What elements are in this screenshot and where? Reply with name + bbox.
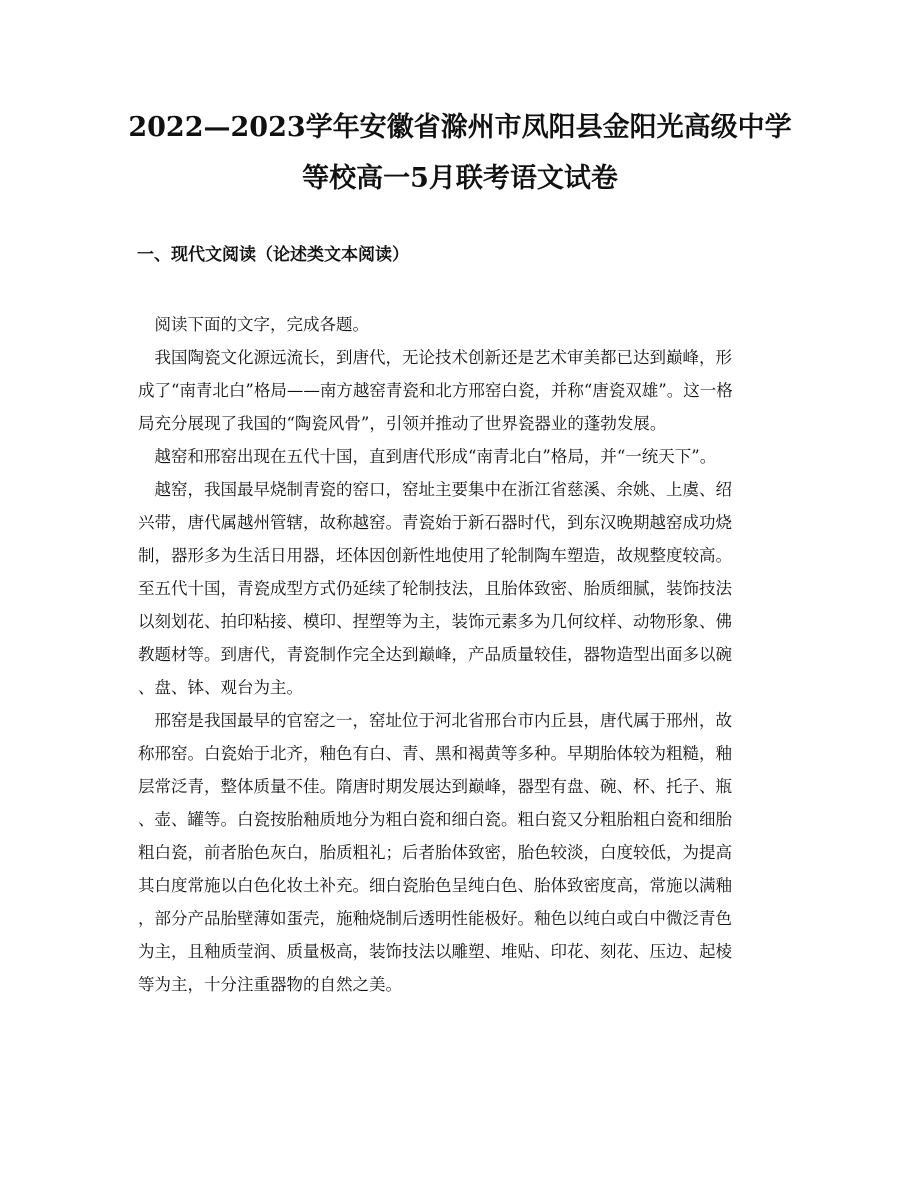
passage-line: 以刻划花、拍印粘接、模印、捏塑等为主，装饰元素多为几何纹样、动物形象、佛 [138, 612, 732, 631]
passage-line: 邢窑是我国最早的官窑之一，窑址位于河北省邢台市内丘县，唐代属于邢州，故 [138, 711, 732, 730]
passage-line: 阅读下面的文字，完成各题。 [138, 315, 369, 334]
passage-line: 局充分展现了我国的“陶瓷风骨”，引领并推动了世界瓷器业的蓬勃发展。 [138, 414, 667, 433]
passage-line: 兴带，唐代属越州管辖，故称越窑。青瓷始于新石器时代，到东汉晚期越窑成功烧 [138, 513, 732, 532]
passage-line: 为主，且釉质莹润、质量极高，装饰技法以雕塑、堆贴、印花、刻花、压边、起棱 [138, 942, 732, 961]
passage-line: 成了“南青北白”格局——南方越窑青瓷和北方邢窑白瓷，并称“唐瓷双雄”。这一格 [138, 381, 733, 400]
passage-line: 越窑和邢窑出现在五代十国，直到唐代形成“南青北白”格局，并“一统天下”。 [138, 447, 717, 466]
passage-line: 至五代十国，青瓷成型方式仍延续了轮制技法，且胎体致密、胎质细腻，装饰技法 [138, 579, 732, 598]
section-heading: 一、现代文阅读（论述类文本阅读） [137, 245, 409, 265]
passage-line: 越窑，我国最早烧制青瓷的窑口，窑址主要集中在浙江省慈溪、余姚、上虞、绍 [138, 480, 732, 499]
reading-passage [138, 308, 786, 1001]
passage-line: 等为主，十分注重器物的自然之美。 [138, 975, 402, 994]
passage-line: 教题材等。到唐代，青瓷制作完全达到巅峰，产品质量较佳，器物造型出面多以碗 [138, 645, 732, 664]
passage-line: ，部分产品胎壁薄如蛋壳，施釉烧制后透明性能极好。釉色以纯白或白中微泛青色 [138, 909, 732, 928]
passage-line: 层常泛青，整体质量不佳。隋唐时期发展达到巅峰，器型有盘、碗、杯、托子、瓶 [138, 777, 732, 796]
passage-line: 我国陶瓷文化源远流长，到唐代，无论技术创新还是艺术审美都已达到巅峰，形 [138, 348, 732, 367]
passage-line: 粗白瓷，前者胎色灰白，胎质粗礼；后者胎体致密，胎色较淡，白度较低，为提高 [138, 843, 732, 862]
passage-line: 其白度常施以白色化妆土补充。细白瓷胎色呈纯白色、胎体致密度高，常施以满釉 [138, 876, 732, 895]
passage-line: 、盘、钵、观台为主。 [138, 678, 303, 697]
document-title-line-2: 等校高一5月联考语文试卷 [302, 163, 618, 194]
passage-line: 、壶、罐等。白瓷按胎釉质地分为粗白瓷和细白瓷。粗白瓷又分粗胎粗白瓷和细胎 [138, 810, 732, 829]
document-title-line-1: 2022—2023学年安徽省滁州市凤阳县金阳光高级中学 [128, 112, 792, 143]
passage-line: 称邢窑。白瓷始于北齐，釉色有白、青、黑和褐黄等多种。早期胎体较为粗糙，釉 [138, 744, 732, 763]
passage-line: 制，器形多为生活日用器，坯体因创新性地使用了轮制陶车塑造，故规整度较高。 [138, 546, 732, 565]
